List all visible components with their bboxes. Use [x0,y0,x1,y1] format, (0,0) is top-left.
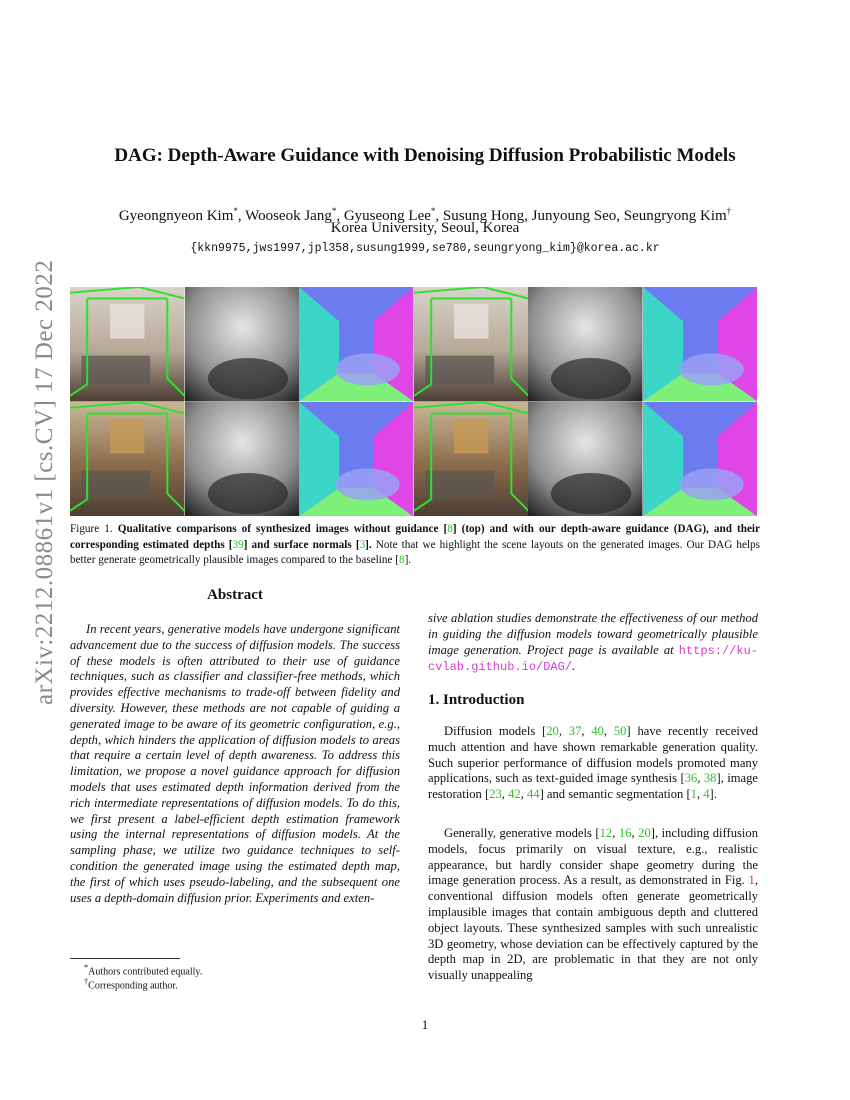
depth-map-panel [185,287,300,402]
depth-map-panel [528,402,643,517]
depth-map-panel [185,402,300,517]
citation-link[interactable]: 36 [684,771,698,786]
author-name: Junyoung Seo [531,208,617,224]
citation-link[interactable]: 3 [359,538,366,551]
caption-bold-c: ] and surface normals [ [243,538,360,551]
author-name: Wooseok Jang [245,208,332,224]
abstract-heading: Abstract [207,587,263,603]
affiliation: Korea University, Seoul, Korea [330,220,520,236]
intro-paragraph-1: Diffusion models [20, 37, 40, 50] have recently received much attention and have shown remarkable generation quality. Such superior performance of diffusion models promoted many applications, such as text-guided image synthesis [36, 38], image restoration [23, 42, 44] and semantic segmentation [1, 4]. [428,724,759,802]
citation-link[interactable]: 16 [618,826,632,840]
surface-normal-panel [643,287,758,402]
citation-link[interactable]: 44 [526,787,540,802]
caption-plain-b: ]. [404,554,412,566]
caption-plain-a: Note that we highlight the scene layouts on the generated images. Our DAG helps better generate geometrically plausible images compared to the baseline [ [70,538,760,566]
citation-link[interactable]: 12 [599,826,613,840]
surface-normal-panel [643,402,758,517]
citation-link[interactable]: 37 [568,724,582,738]
intro-paragraph-2: Generally, generative models [12, 16, 20], including diffusion models, focus primarily on visual texture, e.g., realistic appearance, but hardly consider shape geometry during the image generation process. As a result, as demonstrated in Fig. 1, conventional diffusion models often generate geometrically implausible images that contain ambiguous depth and cluttered object layouts. These synthesized samples with such unrealistic 3D geometry, whose deviation can be effectively captured by the depth map in 2D, are problematic in that they are not only visually unappealing [428,826,758,983]
generated-image-panel [414,287,529,402]
caption-label: Figure 1. [70,523,113,535]
footnote-rule [70,958,180,959]
generated-image-panel [70,287,185,402]
caption-bold-d: ]. [365,538,372,551]
page-number: 1 [421,1017,429,1032]
citation-link[interactable]: 42 [508,787,521,802]
depth-map-panel [528,287,643,402]
citation-link[interactable]: 39 [232,538,244,551]
project-page-link[interactable]: https://ku-cvlab.github.io/DAG/ [428,643,758,675]
citation-link[interactable]: 4 [703,787,710,802]
footnote-2: †Corresponding author. [84,977,178,992]
generated-image-panel [70,402,185,517]
figure-1-grid [70,287,757,516]
author-emails: {kkn9975,jws1997,jpl358,susung1999,se780,seungryong_kim}@korea.ac.kr [190,242,660,255]
citation-link[interactable]: 20 [546,724,559,738]
caption-bold-b: ] (top) and with our depth-aware guidance (DAG), and their corresponding estimated depths [ [70,523,761,551]
paper-title: DAG: Depth-Aware Guidance with Denoising Diffusion Probabilistic Models [114,145,736,166]
author-name: Seungryong Kim [623,208,727,224]
citation-link[interactable]: 23 [489,787,502,802]
abstract-text: In recent years, generative models have undergone significant advancement due to the success of diffusion models. The success of these models is often attributed to their use of guidance techniques, such as classifier and classifier-free methods, which provides effective mechanisms to trade-off between fidelity and diversity. However, these methods are not capable of guiding a generated image to be aware of its geometric configuration, e.g., depth, which hinders the application of diffusion models to areas that require a certain level of depth awareness. To address this limitation, we propose a novel guidance approach for diffusion models that uses estimated depth information derived from the rich intermediate representations of diffusion models. To do this, we first present a label-efficient depth estimation framework using the internal representations of diffusion models. At the sampling phase, we utilize two guidance techniques to self-condition the generated image using the estimated depth map, the first of which uses pseudo-labeling, and the subsequent one uses a depth-domain diffusion prior. Experiments and exten- [70,622,400,905]
citation-link[interactable]: 50 [613,724,627,738]
author-name: Susung Hong [442,208,525,224]
surface-normal-panel [299,402,414,517]
figure-caption [70,522,760,569]
citation-link[interactable]: 40 [591,724,604,738]
intro-heading: 1. Introduction [428,692,525,708]
caption-bold-a: Qualitative comparisons of synthesized images without guidance [ [117,523,448,535]
abstract-continuation: sive ablation studies demonstrate the effectiveness of our method in guiding the diffusion models toward geometrically plausible image generation. Project page is available at https://ku-cvlab.github.io/DAG/. [428,611,758,675]
footnote-1: *Authors contributed equally. [84,963,203,978]
citation-link[interactable]: 38 [703,771,717,786]
generated-image-panel [414,402,529,517]
author-name: Gyuseong Lee [343,208,431,224]
author-list: Gyeongnyeon Kim*, Wooseok Jang*, Gyuseong Lee*, Susung Hong, Junyoung Seo, Seungryong Kim† [118,206,732,224]
figure-link[interactable]: 1 [748,873,755,888]
citation-link[interactable]: 20 [638,826,651,840]
author-name: Gyeongnyeon Kim [118,208,234,224]
citation-link[interactable]: 8 [398,554,405,566]
citation-link[interactable]: 1 [690,787,697,802]
arxiv-stamp: arXiv:2212.08861v1 [cs.CV] 17 Dec 2022 [31,259,58,705]
citation-link[interactable]: 8 [447,523,453,535]
abstract-continuation-text: sive ablation studies demonstrate the effectiveness of our method in guiding the diffusion models toward geometrically plausible image generation. Project page is available at [428,611,758,657]
surface-normal-panel [299,287,414,402]
